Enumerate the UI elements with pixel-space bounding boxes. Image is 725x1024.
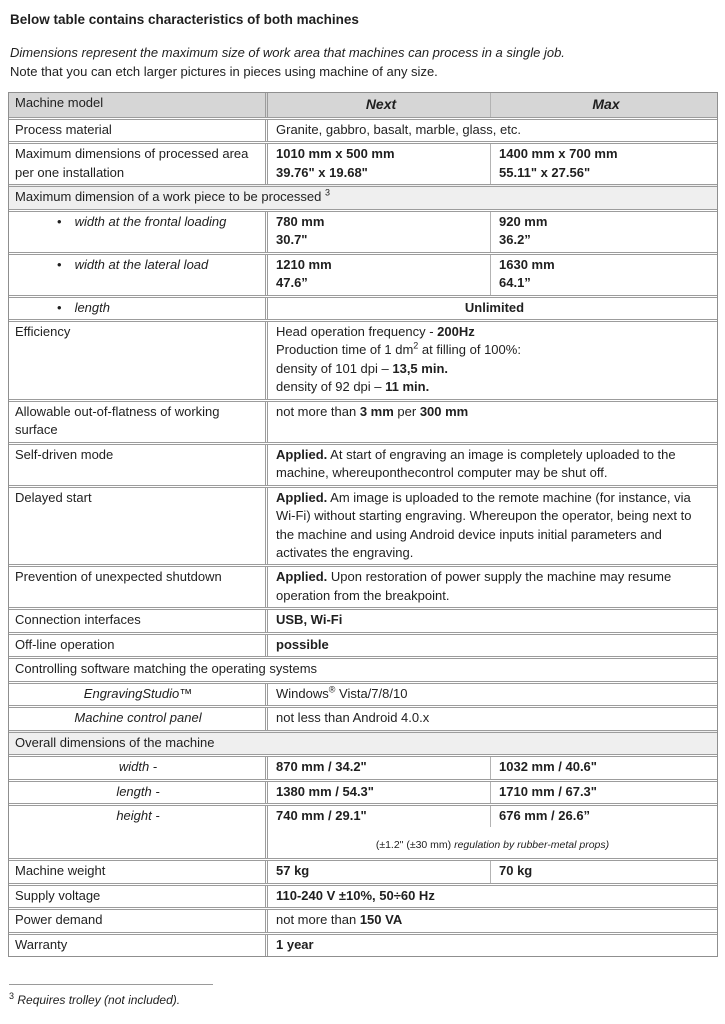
text-run: Self-driven mode xyxy=(15,446,114,462)
row-label xyxy=(9,782,265,803)
text-run: Next xyxy=(365,96,397,113)
row-values xyxy=(265,298,717,319)
text-run: Am image is uploaded to the remote machine (for instance, via Wi-Fi) without starting engraving. Whereupon the operator, being next to the machine and using Android device inputs initial parameters and activates the engraving. xyxy=(276,489,692,560)
regulation-note xyxy=(268,838,717,853)
row-values xyxy=(265,402,717,442)
text-run: Supply voltage xyxy=(15,887,101,903)
text-run: 1710 mm / 67.3" xyxy=(499,783,597,799)
value-cell xyxy=(268,298,717,319)
text-run: Prevention of unexpected shutdown xyxy=(15,569,222,585)
table-row-workpiece-section xyxy=(9,184,717,208)
table-row-software-section xyxy=(9,656,717,680)
table-row-length-workpiece xyxy=(9,295,717,319)
text-run: 30.7" xyxy=(276,232,308,248)
row-values xyxy=(265,212,717,252)
text-run: Applied. xyxy=(276,489,328,505)
bullet-icon: • xyxy=(57,299,62,315)
text-run: At start of engraving an image is completely uploaded to the machine, whereuponthecontrol computer may be shut off. xyxy=(276,446,676,481)
text-run: 300 mm xyxy=(419,403,469,419)
bullet-icon: • xyxy=(57,256,62,272)
next-value-cell xyxy=(268,757,490,778)
text-run: height - xyxy=(116,807,160,823)
table-row-self-driven-mode xyxy=(9,442,717,485)
max-column-header xyxy=(490,93,717,117)
text-run: Machine control panel xyxy=(74,710,202,726)
text-run: 1010 mm x 500 mm xyxy=(276,146,395,162)
row-label xyxy=(9,861,265,882)
intro-paragraph xyxy=(10,44,718,81)
text-run: Max xyxy=(592,96,620,113)
table-row-efficiency xyxy=(9,319,717,399)
text-run: 1630 mm xyxy=(499,256,555,272)
table-row-machine-weight xyxy=(9,858,717,882)
max-value-cell xyxy=(490,255,717,295)
text-run: 780 mm xyxy=(276,213,325,229)
text-run: at filling of 100%: xyxy=(418,342,521,358)
row-label xyxy=(9,910,265,931)
row-values xyxy=(265,861,717,882)
footnote-marker: 3 xyxy=(9,991,15,1001)
text-run: width at the lateral load xyxy=(74,256,209,272)
row-values xyxy=(265,910,717,931)
text-run: (±1.2" (±30 mm) xyxy=(375,839,455,852)
text-run: 57 kg xyxy=(276,863,310,879)
text-run: density of 101 dpi – xyxy=(276,360,393,376)
row-values xyxy=(265,610,717,631)
row-label xyxy=(9,402,265,442)
text-run: Machine weight xyxy=(15,863,106,879)
text-run: 3 mm xyxy=(359,403,394,419)
table-row-overall-height xyxy=(9,803,717,858)
value-cell xyxy=(268,910,717,931)
table-row-width-frontal-loading xyxy=(9,209,717,252)
row-label xyxy=(9,322,265,399)
table-row-overall-dimensions-section xyxy=(9,730,717,754)
next-value-cell xyxy=(268,255,490,295)
table-row-offline-operation xyxy=(9,632,717,656)
row-label xyxy=(9,120,265,141)
text-run: 1400 mm x 700 mm xyxy=(499,146,618,162)
row-label xyxy=(9,212,265,252)
table-row-engraving-studio xyxy=(9,681,717,705)
text-run: Maximum dimensions of processed area per one installation xyxy=(15,146,249,180)
text-run: density of 92 dpi – xyxy=(276,379,386,395)
row-label xyxy=(9,708,265,729)
row-label xyxy=(9,935,265,956)
row-label xyxy=(9,445,265,485)
text-run: ® xyxy=(328,684,336,695)
table-row-machine-model-header xyxy=(9,93,717,117)
row-values xyxy=(265,782,717,803)
text-run: 676 mm / 26.6” xyxy=(499,807,591,823)
text-run: 200Hz xyxy=(437,324,475,340)
max-value-cell xyxy=(490,212,717,252)
text-run: Granite, gabbro, basalt, marble, glass, etc. xyxy=(276,121,521,137)
text-run: Head operation frequency - xyxy=(276,324,438,340)
text-run: not more than xyxy=(276,403,360,419)
max-value-cell xyxy=(490,861,717,882)
table-row-power-demand xyxy=(9,907,717,931)
footnote-divider xyxy=(9,984,213,985)
text-run: width - xyxy=(118,759,158,775)
row-label xyxy=(9,567,265,607)
text-run: width at the frontal loading xyxy=(74,213,227,229)
value-cell xyxy=(268,120,717,141)
text-run: possible xyxy=(276,636,329,652)
text-run: 36.2” xyxy=(499,232,531,248)
value-cell xyxy=(268,635,717,656)
section-label xyxy=(9,187,717,208)
value-cell xyxy=(268,402,717,442)
text-run: Applied. xyxy=(276,446,328,462)
text-run: Vista/7/8/10 xyxy=(335,685,408,701)
text-run: 13,5 min. xyxy=(392,360,448,376)
value-cell xyxy=(268,708,717,729)
text-run: Overall dimensions of the machine xyxy=(15,734,215,750)
table-row-process-material xyxy=(9,117,717,141)
text-run: not less than Android 4.0.x xyxy=(276,710,430,726)
text-run: 70 kg xyxy=(499,863,533,879)
text-run: 1380 mm / 54.3" xyxy=(276,783,374,799)
row-values xyxy=(265,144,717,184)
text-run: 870 mm / 34.2" xyxy=(276,759,367,775)
text-run: USB, Wi-Fi xyxy=(276,612,343,628)
table-row-width-lateral-load xyxy=(9,252,717,295)
row-label xyxy=(9,93,265,117)
row-values xyxy=(265,322,717,399)
row-values xyxy=(265,635,717,656)
next-value-cell xyxy=(268,212,490,252)
footnote xyxy=(9,984,213,1009)
text-run: 55.11" x 27.56" xyxy=(499,164,591,180)
intro-line-dimensions: Dimensions represent the maximum size of work area that machines can process in a single job. xyxy=(10,45,565,61)
text-run: Efficiency xyxy=(15,324,71,340)
row-values xyxy=(265,935,717,956)
value-cell xyxy=(268,445,717,485)
row-values xyxy=(265,886,717,907)
text-run: 920 mm xyxy=(499,213,548,229)
text-run: Windows xyxy=(276,685,329,701)
max-value-cell xyxy=(490,782,717,803)
value-cell xyxy=(268,684,717,705)
max-value-cell xyxy=(490,144,717,184)
row-label xyxy=(9,806,265,858)
value-cell xyxy=(268,935,717,956)
text-run: Connection interfaces xyxy=(15,612,141,628)
row-label xyxy=(9,635,265,656)
value-cell xyxy=(268,886,717,907)
row-label xyxy=(9,488,265,565)
text-run: 3 xyxy=(324,187,330,198)
row-label xyxy=(9,684,265,705)
text-run: Delayed start xyxy=(15,489,92,505)
text-run: Machine model xyxy=(15,95,104,111)
row-label xyxy=(9,144,265,184)
text-run: not more than xyxy=(276,912,360,928)
bullet-label-text xyxy=(75,213,227,231)
row-values xyxy=(265,120,717,141)
bullet-icon: • xyxy=(57,213,62,229)
footnote-body: Requires trolley (not included). xyxy=(14,993,181,1007)
bullet-label-text xyxy=(75,256,209,274)
text-run: 110-240 V ±10%, 50÷60 Hz xyxy=(276,887,435,903)
footnote-text xyxy=(9,992,213,1009)
row-values xyxy=(265,684,717,705)
text-run: Off-line operation xyxy=(15,636,115,652)
next-value-cell xyxy=(268,782,490,803)
text-run: 64.1” xyxy=(499,275,531,291)
spec-table xyxy=(8,92,718,957)
text-run: 2 xyxy=(413,341,419,352)
text-run: Controlling software matching the operating systems xyxy=(15,661,318,677)
next-value-cell xyxy=(268,806,490,827)
table-row-warranty xyxy=(9,932,717,956)
text-run: 740 mm / 29.1" xyxy=(276,807,367,823)
next-column-header xyxy=(268,93,490,117)
row-label xyxy=(9,298,265,319)
value-cell xyxy=(268,322,717,399)
table-row-max-processed-area xyxy=(9,141,717,184)
text-run: Power demand xyxy=(15,912,103,928)
bullet-label-text xyxy=(75,299,110,317)
row-values xyxy=(265,567,717,607)
page-title: Below table contains characteristics of both machines xyxy=(10,12,359,27)
next-value-cell xyxy=(268,861,490,882)
text-run: Production time of 1 dm xyxy=(276,342,414,358)
intro-line-note: Note that you can etch larger pictures in pieces using machine of any size. xyxy=(10,63,438,79)
table-row-machine-control-panel xyxy=(9,705,717,729)
text-run: Upon restoration of power supply the machine may resume operation from the breakpoint. xyxy=(276,569,672,603)
row-label xyxy=(9,255,265,295)
text-run: 1 year xyxy=(276,936,314,952)
value-cell xyxy=(268,610,717,631)
next-value-cell xyxy=(268,144,490,184)
text-run: length - xyxy=(116,783,160,799)
max-value-cell xyxy=(490,806,717,827)
text-run: 150 VA xyxy=(359,912,403,928)
row-label xyxy=(9,886,265,907)
table-row-connection-interfaces xyxy=(9,607,717,631)
value-cell xyxy=(268,567,717,607)
text-run: length xyxy=(74,299,110,315)
table-row-out-of-flatness xyxy=(9,399,717,442)
text-run: Process material xyxy=(15,121,112,137)
row-values xyxy=(265,757,717,778)
row-values xyxy=(265,93,717,117)
text-run: Applied. xyxy=(276,569,328,585)
text-run: Warranty xyxy=(15,936,68,952)
text-run: 1032 mm / 40.6" xyxy=(499,759,597,775)
row-label xyxy=(9,610,265,631)
table-row-supply-voltage xyxy=(9,883,717,907)
table-row-overall-length xyxy=(9,779,717,803)
table-row-shutdown-prevention xyxy=(9,564,717,607)
value-cell xyxy=(268,488,717,565)
table-row-delayed-start xyxy=(9,485,717,565)
row-values xyxy=(265,488,717,565)
text-run: EngravingStudio™ xyxy=(83,685,193,701)
row-label xyxy=(9,757,265,778)
text-run: Unlimited xyxy=(464,299,525,315)
row-values xyxy=(265,708,717,729)
text-run: 47.6” xyxy=(276,275,308,291)
section-label xyxy=(9,733,717,754)
section-label xyxy=(9,659,717,680)
text-run: 39.76" x 19.68" xyxy=(276,164,368,180)
text-run: regulation by rubber-metal props) xyxy=(454,839,610,852)
text-run: Allowable out-of-flatness of working surface xyxy=(15,403,220,438)
text-run: Maximum dimension of a work piece to be processed xyxy=(15,189,325,205)
row-values xyxy=(265,806,717,858)
row-values xyxy=(265,255,717,295)
row-values xyxy=(265,445,717,485)
table-row-overall-width xyxy=(9,754,717,778)
max-value-cell xyxy=(490,757,717,778)
text-run: 1210 mm xyxy=(276,256,332,272)
row-values-top xyxy=(268,806,717,827)
text-run: per xyxy=(393,403,420,419)
text-run: 11 min. xyxy=(385,379,430,395)
